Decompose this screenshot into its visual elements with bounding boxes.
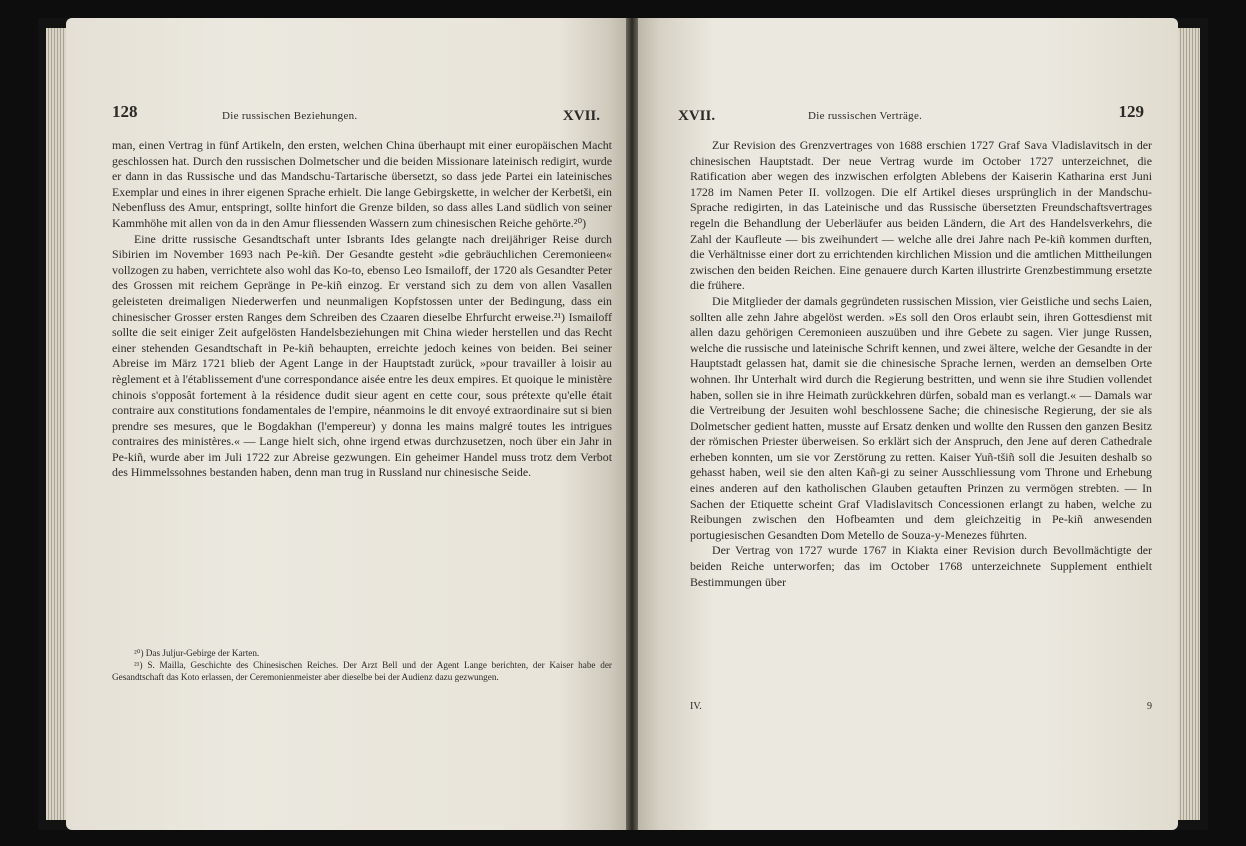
paragraph: Der Vertrag von 1727 wurde 1767 in Kiakta einer Revision durch Bevollmächtigte der beiden Reiche unterworfen; das im October 1768 unterzeichnete Supplement enthielt Bestimmungen über xyxy=(690,543,1152,589)
left-page-number: 128 xyxy=(112,102,138,121)
left-chapter-number: XVII. xyxy=(562,108,600,124)
footnote: ²¹) S. Mailla, Geschichte des Chinesischen Reiches. Der Arzt Bell und der Agent Lange berichten, der Kaiser habe der Gesandtschaft das Koto erlassen, der Ceremonienmeister aber dieselbe bei der Audienz dazu gezwungen. xyxy=(112,659,612,682)
left-page-header xyxy=(112,102,600,132)
right-page xyxy=(638,18,1178,830)
open-book xyxy=(38,18,1208,830)
left-running-title: Die russischen Beziehungen. xyxy=(222,110,358,122)
page-edges-right xyxy=(1178,28,1200,820)
paragraph: Zur Revision des Grenzvertrages von 1688 erschien 1727 Graf Sava Vladislavitsch in der chinesischen Hauptstadt. Der neue Vertrag wurde im October 1727 unterzeichnet, die Ratification aber wegen des inzwischen erfolgten Ablebens der Kaiserin Katharina erst Juni 1728 im Namen Peter II. vollzogen. Die elf Artikel dieses ursprünglich in der Mandschu-Sprache redigirten, in das Lateinische und das Russische übersetzten Freundschaftsvertrages regeln die Behandlung der Ueberläufer aus beiden Ländern, die Art des Handelsverkehrs, die Zahl der Kaufleute — bis zweihundert — welche alle drei Jahre nach Pe-kiñ kommen durften, die Verhältnisse einer dort zu errichtenden kirchlichen Mission und die amtlichen Mittheilungen zwischen den beiden Reichen. Eine genauere durch Karten illustrirte Grenzbestimmung ersetzte die frühere. xyxy=(690,138,1152,293)
signature-mark: IV. xyxy=(690,701,702,712)
page-edges-left xyxy=(46,28,68,820)
footnotes xyxy=(112,648,612,683)
left-page xyxy=(66,18,626,830)
left-body-text xyxy=(112,138,612,481)
right-page-number: 129 xyxy=(1118,102,1144,121)
paragraph: Eine dritte russische Gesandtschaft unter Isbrants Ides gelangte nach dreijähriger Reise durch Sibirien im November 1693 nach Pe-kiñ. Der Gesandte gesteht »die gebräuchlichen Ceremonieen« vollzogen zu haben, verrichtete also wohl das Ko-to, ebenso Leo Ismailoff, der 1720 als Gesandter Peter des Grossen mit reichem Gepränge in Pe-kiñ einzog. Er verstand sich zu dem von allen Vasallen geleisteten dreimaligen Niederwerfen und neunmaligen Kopfstossen unter der Bedingung, dass ein chinesischer Grosser ersten Ranges dem Schreiben des Czaaren dieselbe Ehrfurcht erweise.²¹) Ismailoff sollte die seit einiger Zeit aufgelösten Handelsbeziehungen mit China wieder herstellen und das Recht einer stehenden Gesandtschaft in Pe-kiñ behaupten, erreichte jedoch keines von beiden. Bei seiner Abreise im März 1721 blieb der Agent Lange in der Hauptstadt zurück, »pour travailler à loisir au règlement et à l'établissement d'une correspondance aisée entre les deux empires. Et quoique le ministère chinois s'opposât fortement à la résidence dudit sieur agent en cette cour, sous prétexte qu'elle était contraire aux constitutions fondamentales de l'empire, néanmoins le dit envoyé extraordinaire sut si bien prendre ses mesures, que le Bogdakhan (l'empereur) y donna les mains malgré toutes les intrigues contraires des ministères.« — Lange hielt sich, ohne irgend etwas durchzusetzen, noch über ein Jahr in Pe-kiñ, wurde aber im Juli 1722 zur Abreise gezwungen. Ein geheimer Handel muss trotz dem Verbot des Himmelssohnes bestanden haben, denn man trug in Russland nur chinesische Seide. xyxy=(112,231,612,480)
signature-number: 9 xyxy=(1147,701,1152,712)
paragraph: man, einen Vertrag in fünf Artikeln, den ersten, welchen China überhaupt mit einer europäischen Macht geschlossen hat. Durch den russischen Dolmetscher und die beiden Missionare lateinisch redigirt, wurde er dann in das Russische und das Mandschu-Tartarische übersetzt, so dass jede Partei ein lateinisches Exemplar und eines in ihrer eigenen Sprache erhielt. Die lange Gebirgskette, in welcher der Kerbetši, ein Nebenfluss des Amur, entspringt, sollte hinfort die Grenze bilden, so dass alles Land südlich von seiner Kammhöhe mit allen von da in den Amur fliessenden Wassern zum chinesischen Reiche gehörte.²⁰) xyxy=(112,138,612,230)
footnote: ²⁰) Das Juljur-Gebirge der Karten. xyxy=(134,648,260,658)
right-body-text xyxy=(690,138,1152,590)
paragraph: Die Mitglieder der damals gegründeten russischen Mission, vier Geistliche und sechs Laien, sollten alle zehn Jahre abgelöst werden. »Es soll den Oros erlaubt sein, ihren Gottesdienst mit allen dazu gehörigen Ceremonieen auszuüben und ihre Gebete zu sagen. Vier junge Russen, welche die russische und lateinische Schrift kennen, und zwei ältere, welche der Gesandte in der Hauptstadt gelassen hat, damit sie die chinesische Sprache lernen, werden an demselben Orte wohnen. Ihr Unterhalt wird durch die Regierung bestritten, und wenn sie ihre Studien vollendet haben, sollen sie in ihre Heimath zurückkehren dürfen, sobald man es verlangt.« — Damals war die Vertreibung der Jesuiten wohl beschlossene Sache; die chinesische Regierung, der sie als Dolmetscher gedient hatten, musste auf Ersatz denken und wollte den Russen den ganzen Besitz der römischen Priester überweisen. So erklärt sich der Anspruch, den Jene auf deren Cathedrale erheben konnten, um sie vor Zerstörung zu retten. Kaiser Yuñ-tšiñ soll die Jesuiten deshalb so gehasst haben, weil sie den alten Kañ-gi zu seiner Ausschliessung vom Throne und Erhebung eines anderen auf den katholischen Glauben getauften Prinzen zu vermögen strebten. — In Sachen der Etiquette scheint Graf Vladislavitsch Concessionen erlangt zu haben, welche zu Reibungen zwischen den Hofbeamten und dem gleichzeitig in Pe-kiñ anwesenden portugiesischen Gesandten Dom Metello de Souza-y-Menezes führten. xyxy=(690,293,1152,542)
book-gutter xyxy=(626,18,638,830)
right-chapter-number: XVII. xyxy=(678,108,716,124)
right-page-header xyxy=(678,102,1144,132)
right-running-title: Die russischen Verträge. xyxy=(808,110,923,122)
